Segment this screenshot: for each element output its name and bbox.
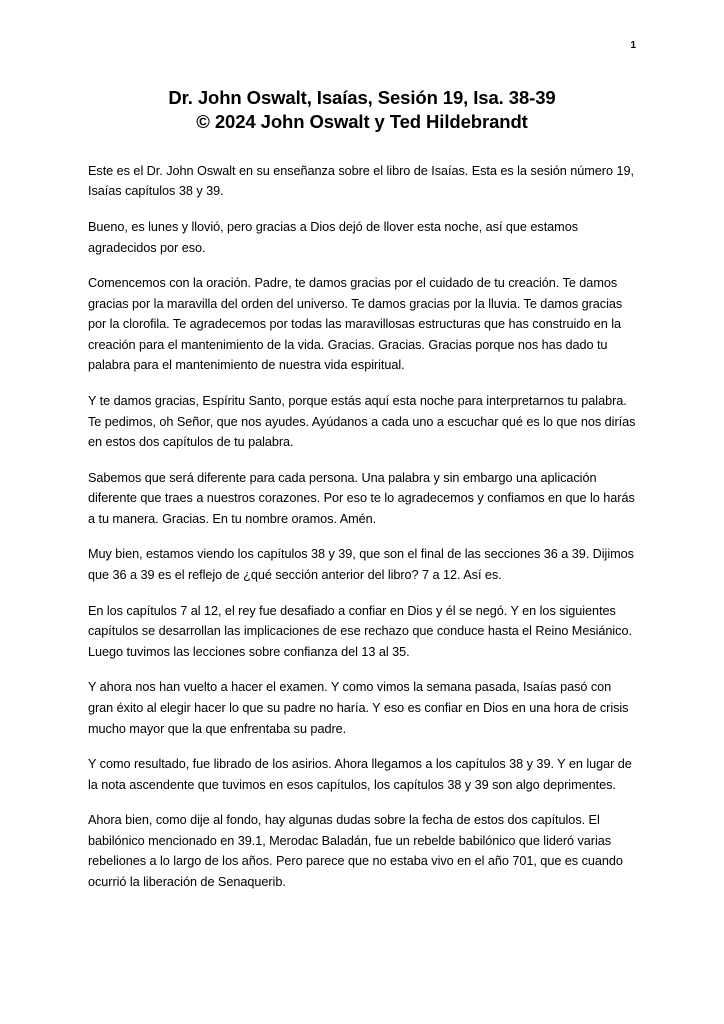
paragraph: Y como resultado, fue librado de los asirios. Ahora llegamos a los capítulos 38 y 39. Y en lugar de la nota ascendente que tuvimos en esos capítulos, los capítulos 38 y 39 son algo deprimentes.: [88, 757, 632, 792]
paragraph: Este es el Dr. John Oswalt en su enseñanza sobre el libro de Isaías. Esta es la sesión número 19, Isaías capítulos 38 y 39.: [88, 163, 634, 199]
title-line-1: Dr. John Oswalt, Isaías, Sesión 19, Isa. 38-39: [168, 87, 556, 108]
paragraph: Comencemos con la oración. Padre, te damos gracias por el cuidado de tu creación. Te damos gracias por la maravilla del orden del universo. Te damos gracias por la lluvia. Te damos gracias por la clorofila. Te agradecemos por todas las maravillosas estructuras que has construido en la creación para el mantenimiento de la vida. Gracias. Gracias. Gracias porque nos has dado tu palabra para el mantenimiento de nuestra vida espiritual.: [88, 276, 623, 373]
paragraph: Muy bien, estamos viendo los capítulos 38 y 39, que son el final de las secciones 36 a 39. Dijimos que 36 a 39 es el reflejo de ¿qué sección anterior del libro? 7 a 12. Así es.: [88, 547, 634, 583]
paragraph: En los capítulos 7 al 12, el rey fue desafiado a confiar en Dios y él se negó. Y en los siguientes capítulos se desarrollan las implicaciones de ese rechazo que conduce hasta el Reino Mesiánico. Luego tuvimos las lecciones sobre confianza del 13 al 35.: [88, 603, 632, 659]
paragraph: Ahora bien, como dije al fondo, hay algunas dudas sobre la fecha de estos dos capítulos. El babilónico mencionado en 39.1, Merodac Baladán, fue un rebelde babilónico que lideró varias rebeliones a lo largo de los años. Pero parece que no estaba vivo en el año 701, que es cuando ocurrió la liberación de Senaquerib.: [88, 813, 623, 889]
title-line-2: © 2024 John Oswalt y Ted Hildebrandt: [196, 111, 528, 133]
page-number: 1: [630, 40, 636, 51]
document-title: [88, 42, 636, 135]
document-body: [88, 161, 636, 893]
paragraph: Y te damos gracias, Espíritu Santo, porque estás aquí esta noche para interpretarnos tu palabra. Te pedimos, oh Señor, que nos ayudes. Ayúdanos a cada uno a escuchar qué es lo que nos dirías en estos dos capítulos de tu palabra.: [88, 394, 636, 450]
paragraph: Y ahora nos han vuelto a hacer el examen. Y como vimos la semana pasada, Isaías pasó con gran éxito al elegir hacer lo que su padre no haría. Y eso es confiar en Dios en una hora de crisis mucho mayor que la que enfrentaba su padre.: [88, 680, 629, 736]
paragraph: Sabemos que será diferente para cada persona. Una palabra y sin embargo una aplicación diferente que traes a nuestros corazones. Por eso te lo agradecemos y confiamos en que lo harás a tu manera. Gracias. En tu nombre oramos. Amén.: [88, 470, 635, 526]
paragraph: Bueno, es lunes y llovió, pero gracias a Dios dejó de llover esta noche, así que estamos agradecidos por eso.: [88, 219, 578, 255]
